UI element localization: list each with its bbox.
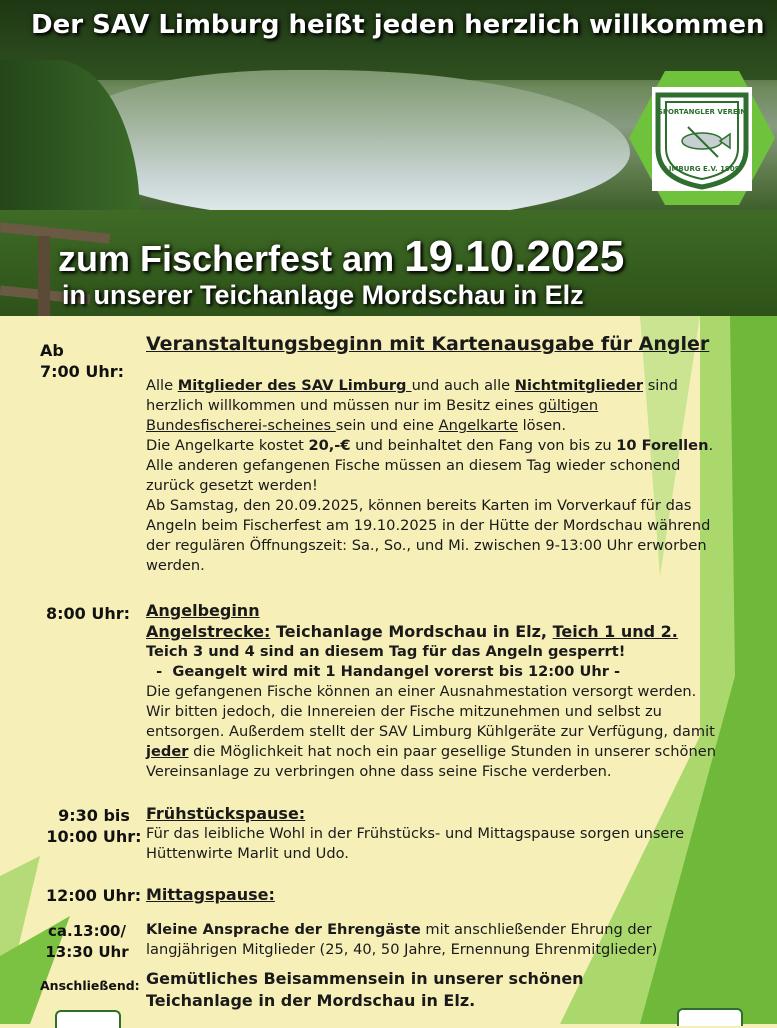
section-start [146,332,721,576]
club-logo-small-left [55,1010,121,1028]
time-13-00 [44,921,130,963]
paragraph-release: Alle anderen gefangenen Fische müssen an diesem Tag wieder schonend zurück gesetzt werden! [146,457,681,494]
welcome-text: Der SAV Limburg heißt jeden herzlich willkommen [31,10,765,40]
event-headline [58,232,624,282]
time-label: 13:30 Uhr [45,943,129,961]
time-afterwards: Anschließend: [40,978,140,993]
railing-post [38,236,50,316]
pond-image [70,70,630,220]
section-title: Veranstaltungsbeginn mit Kartenausgabe für Angler [146,333,710,355]
time-12-00: 12:00 Uhr: [46,886,142,905]
event-date: 19.10.2025 [404,232,625,281]
ceremony-text: Kleine Ansprache der Ehrengäste mit anschließender Ehrung der langjährigen Mitglieder (25, 40, 50 Jahre, Ernennung Ehrenmitglieder) [146,921,658,958]
section-title: Frühstückspause: [146,804,306,823]
time-7-00 [40,340,124,382]
time-8-00: 8:00 Uhr: [46,604,131,623]
section-breakfast [146,803,721,864]
logo-bottom-text: LIMBURG E.V. 1909 [664,165,740,173]
club-logo-hexagon [628,69,776,207]
time-label: 10:00 Uhr: [46,827,142,846]
breakfast-text: Für das leibliche Wohl in der Frühstücks- und Mittagspause sorgen unsere Hüttenwirte Marlit und Udo. [146,825,685,862]
time-label: 7:00 Uhr: [40,362,125,381]
angelstrecke: Angelstrecke: Teichanlage Mordschau in Elz, Teich 1 und 2. [146,622,678,641]
time-9-30 [46,805,142,847]
paragraph-fish-care: Die gefangenen Fische können an einer Ausnahmestation versorgt werden. Wir bitten jedoch, die Innereien der Fische mitzunehmen und selbst zu entsorgen. Außerdem stellt der SAV Limburg Kühlgeräte zur Verfügung, damit jeder die Möglichkeit hat noch ein paar gesellige Stunden in unserer schönen Vereinsanlage zu verbringen ohne dass seine Fische verderben. [146,683,716,780]
event-location: in unserer Teichanlage Mordschau in Elz [62,280,584,310]
warning-text: Teich 3 und 4 sind an diesem Tag für das Angeln gesperrt! [146,643,626,660]
section-ceremony [146,920,721,960]
time-label: Ab [40,341,64,360]
club-logo-small-right [677,1008,743,1026]
time-label: 9:30 bis [58,806,130,825]
paragraph-price: Die Angelkarte kostet 20,-€ und beinhaltet den Fang von bis zu 10 Forellen. [146,437,714,454]
rule-text: - Geangelt wird mit 1 Handangel vorerst bis 12:00 Uhr - [146,663,621,680]
section-angelbeginn [146,600,721,782]
logo-top-text: SPORTANGLER VEREIN [657,108,747,116]
headline-prefix: zum Fischerfest am [58,238,405,279]
section-closing: Gemütliches Beisammensein in unserer schönen Teichanlage in der Mordschau in Elz. [146,969,584,1010]
section-title: Angelbeginn [146,601,260,620]
paragraph-members: Alle Mitglieder des SAV Limburg und auch alle Nichtmitglieder sind herzlich willkommen und müssen nur im Besitz eines gültigen Bundesfischerei-scheines sein und eine Angelkarte lösen. [146,377,678,434]
section-title: Mittagspause: [146,885,275,904]
hero-photo [0,0,777,316]
paragraph-presale: Ab Samstag, den 20.09.2025, können bereits Karten im Vorverkauf für das Angeln beim Fischerfest am 19.10.2025 in der Hütte der Mordschau während der regulären Öffnungszeit: Sa., So., und Mi. zwischen 9-13:00 Uhr erworben werden. [146,497,711,574]
time-label: ca.13:00/ [48,922,126,940]
section-lunch [146,884,721,905]
